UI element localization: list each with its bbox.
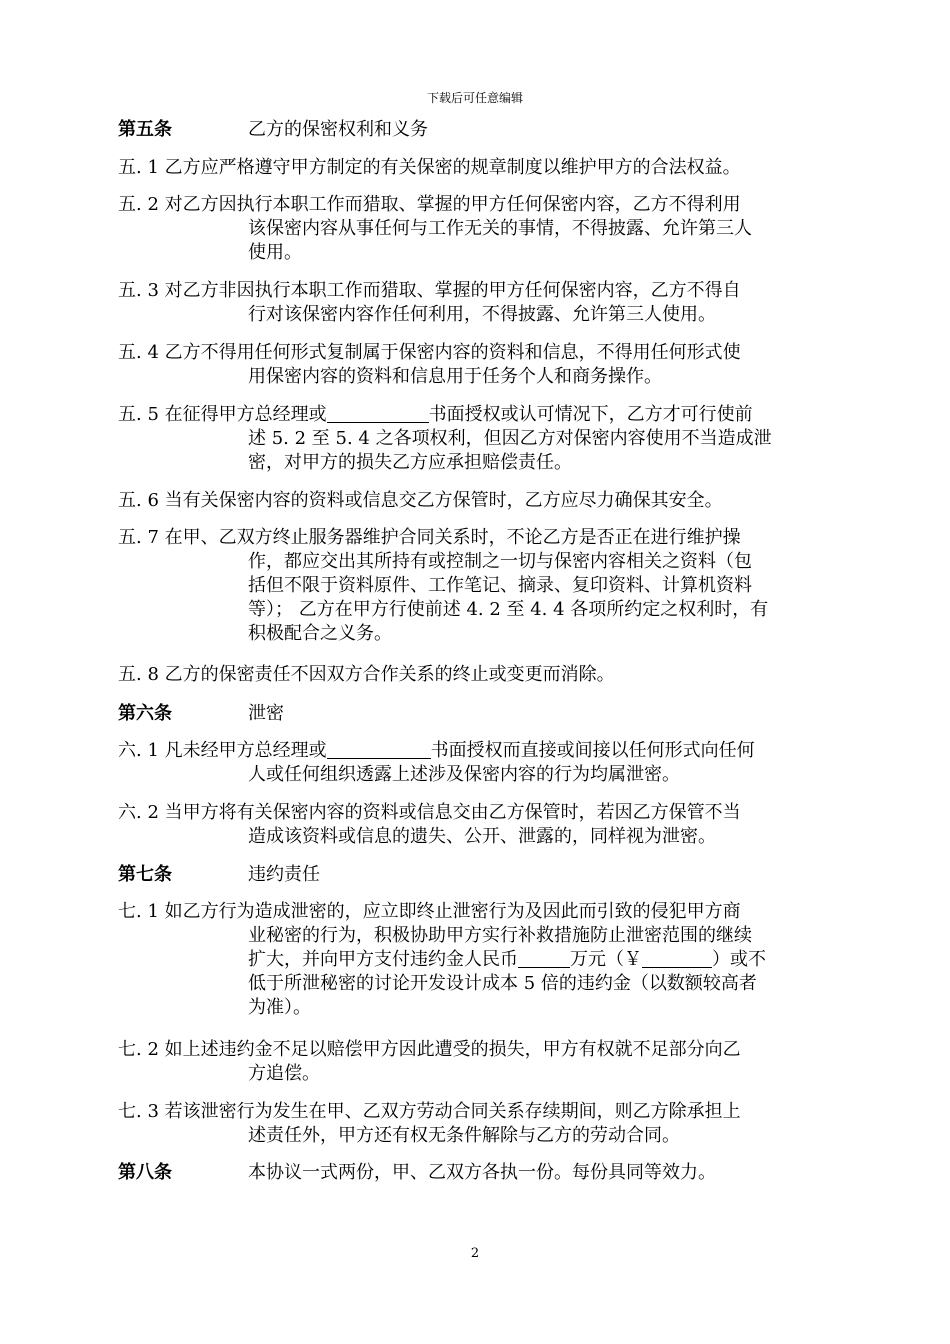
clause-6-2-line-2: 造成该资料或信息的遗失、公开、泄露的，同样视为泄密。 [248, 826, 716, 847]
clause-5-7-line-5: 积极配合之义务。 [248, 623, 392, 644]
clause-text: 凡未经甲方总经理或 [164, 740, 327, 761]
clause-5-6-line-1 [118, 489, 838, 513]
fill-in-blank [327, 740, 431, 759]
clause-7-3 [118, 1100, 838, 1148]
clause-5-4 [118, 341, 838, 389]
clause-text: 如上述违约金不足以赔偿甲方因此遭受的损失，甲方有权就不足部分向乙 [164, 1039, 741, 1060]
clause-7-2-line-2: 方追偿。 [248, 1063, 320, 1084]
clause-5-5-line-2: 述 5. 2 至 5. 4 之各项权利，但因乙方对保密内容使用不当造成泄 [248, 428, 772, 449]
clause-5-8-line-1 [118, 663, 838, 687]
clause-7-2-line-1 [118, 1038, 838, 1062]
clause-number: 五. 5 [118, 404, 159, 425]
clause-7-1-line-3 [118, 948, 838, 972]
clause-text: ）或不 [712, 949, 766, 970]
clause-5-5-line-1 [118, 403, 838, 427]
clause-5-8 [118, 663, 838, 687]
clause-number: 七. 2 [118, 1039, 159, 1060]
clause-number: 五. 2 [118, 194, 159, 215]
article-8-text: 本协议一式两份，甲、乙双方各执一份。每份具同等效力。 [248, 1162, 716, 1183]
article-6-label: 第六条 [118, 703, 172, 724]
clause-7-3-line-1 [118, 1100, 838, 1124]
clause-number: 五. 4 [118, 342, 159, 363]
clause-text: 对乙方因执行本职工作而猎取、掌握的甲方任何保密内容，乙方不得利用 [164, 194, 741, 215]
clause-number: 七. 1 [118, 901, 159, 922]
article-5-label: 第五条 [118, 119, 172, 140]
article-8-heading [118, 1161, 716, 1185]
clause-number: 六. 1 [118, 740, 159, 761]
clause-5-2-line-2: 该保密内容从事任何与工作无关的事情，不得披露、允许第三人 [248, 218, 752, 239]
page-number: 2 [470, 1246, 480, 1261]
clause-number: 五. 1 [118, 157, 159, 178]
clause-7-1-line-1 [118, 900, 838, 924]
clause-number: 六. 2 [118, 802, 159, 823]
clause-7-1-line-5: 为准）。 [248, 997, 311, 1018]
clause-text: 乙方应严格遵守甲方制定的有关保密的规章制度以维护甲方的合法权益。 [164, 157, 741, 178]
clause-5-7-line-4: 等）； 乙方在甲方行使前述 4. 2 至 4. 4 各项所约定之权利时，有 [248, 599, 769, 620]
clause-5-4-line-2: 用保密内容的资料和信息用于任务个人和商务操作。 [248, 366, 662, 387]
clause-7-1-line-2: 业秘密的行为，积极协助甲方实行补救措施防止泄密范围的继续 [248, 925, 752, 946]
clause-text: 在征得甲方总经理或 [164, 404, 327, 425]
clause-5-1-line-1 [118, 156, 838, 180]
clause-text: 在甲、乙双方终止服务器维护合同关系时，不论乙方是否正在进行维护操 [164, 527, 741, 548]
fill-in-blank [518, 949, 570, 968]
clause-5-3-line-2: 行对该保密内容作任何利用，不得披露、允许第三人使用。 [248, 304, 716, 325]
clause-text: 若该泄密行为发生在甲、乙双方劳动合同关系存续期间，则乙方除承担上 [164, 1101, 741, 1122]
clause-7-1-line-4: 低于所泄秘密的讨论开发设计成本 5 倍的违约金（以数额较高者 [248, 973, 757, 994]
fill-in-blank [642, 949, 712, 968]
clause-text: 当甲方将有关保密内容的资料或信息交由乙方保管时，若因乙方保管不当 [164, 802, 741, 823]
clause-5-4-line-1 [118, 341, 838, 365]
clause-5-7-line-2: 作，都应交出其所持有或控制之一切与保密内容相关之资料（包 [248, 551, 752, 572]
article-7-heading [118, 863, 320, 887]
clause-5-3-line-1 [118, 279, 838, 303]
article-8-label: 第八条 [118, 1162, 172, 1183]
clause-6-1 [118, 739, 838, 787]
clause-7-2 [118, 1038, 838, 1086]
clause-text: 对乙方非因执行本职工作而猎取、掌握的甲方任何保密内容，乙方不得自 [164, 280, 741, 301]
article-6-heading [118, 702, 284, 726]
clause-6-1-line-1 [118, 739, 838, 763]
clause-5-7 [118, 526, 838, 646]
clause-text: 书面授权而直接或间接以任何形式向任何 [430, 740, 755, 761]
clause-7-3-line-2: 述责任外，甲方还有权无条件解除与乙方的劳动合同。 [248, 1125, 680, 1146]
clause-5-2 [118, 193, 838, 265]
clause-text: 万元（￥ [570, 949, 642, 970]
clause-5-3 [118, 279, 838, 327]
clause-5-7-line-1 [118, 526, 838, 550]
clause-text: 书面授权或认可情况下，乙方才可行使前 [428, 404, 753, 425]
article-6-title: 泄密 [248, 703, 284, 724]
clause-text: 当有关保密内容的资料或信息交乙方保管时，乙方应尽力确保其安全。 [164, 490, 723, 511]
clause-6-2 [118, 801, 838, 849]
article-7-title: 违约责任 [248, 864, 320, 885]
article-5-heading [118, 118, 428, 142]
clause-6-2-line-1 [118, 801, 838, 825]
clause-5-6 [118, 489, 838, 513]
clause-text: 乙方不得用任何形式复制属于保密内容的资料和信息，不得用任何形式使 [164, 342, 741, 363]
clause-number: 五. 7 [118, 527, 159, 548]
clause-5-2-line-3: 使用。 [248, 242, 302, 263]
clause-number: 五. 8 [118, 664, 159, 685]
clause-number: 五. 6 [118, 490, 159, 511]
clause-6-1-line-2: 人或任何组织透露上述涉及保密内容的行为均属泄密。 [248, 764, 680, 785]
clause-5-7-line-3: 括但不限于资料原件、工作笔记、摘录、复印资料、计算机资料 [248, 575, 752, 596]
clause-text: 乙方的保密责任不因双方合作关系的终止或变更而消除。 [164, 664, 615, 685]
article-7-label: 第七条 [118, 864, 172, 885]
clause-number: 五. 3 [118, 280, 159, 301]
clause-text: 如乙方行为造成泄密的，应立即终止泄密行为及因此而引致的侵犯甲方商 [164, 901, 741, 922]
clause-5-5-line-3: 密，对甲方的损失乙方应承担赔偿责任。 [248, 452, 572, 473]
fill-in-blank [327, 404, 429, 423]
clause-5-5 [118, 403, 838, 475]
header-note: 下载后可任意编辑 [426, 91, 523, 105]
clause-7-1 [118, 900, 838, 1020]
clause-5-2-line-1 [118, 193, 838, 217]
clause-number: 七. 3 [118, 1101, 159, 1122]
clause-5-1 [118, 156, 838, 180]
article-5-title: 乙方的保密权利和义务 [248, 119, 428, 140]
clause-text: 扩大，并向甲方支付违约金人民币 [248, 949, 518, 970]
